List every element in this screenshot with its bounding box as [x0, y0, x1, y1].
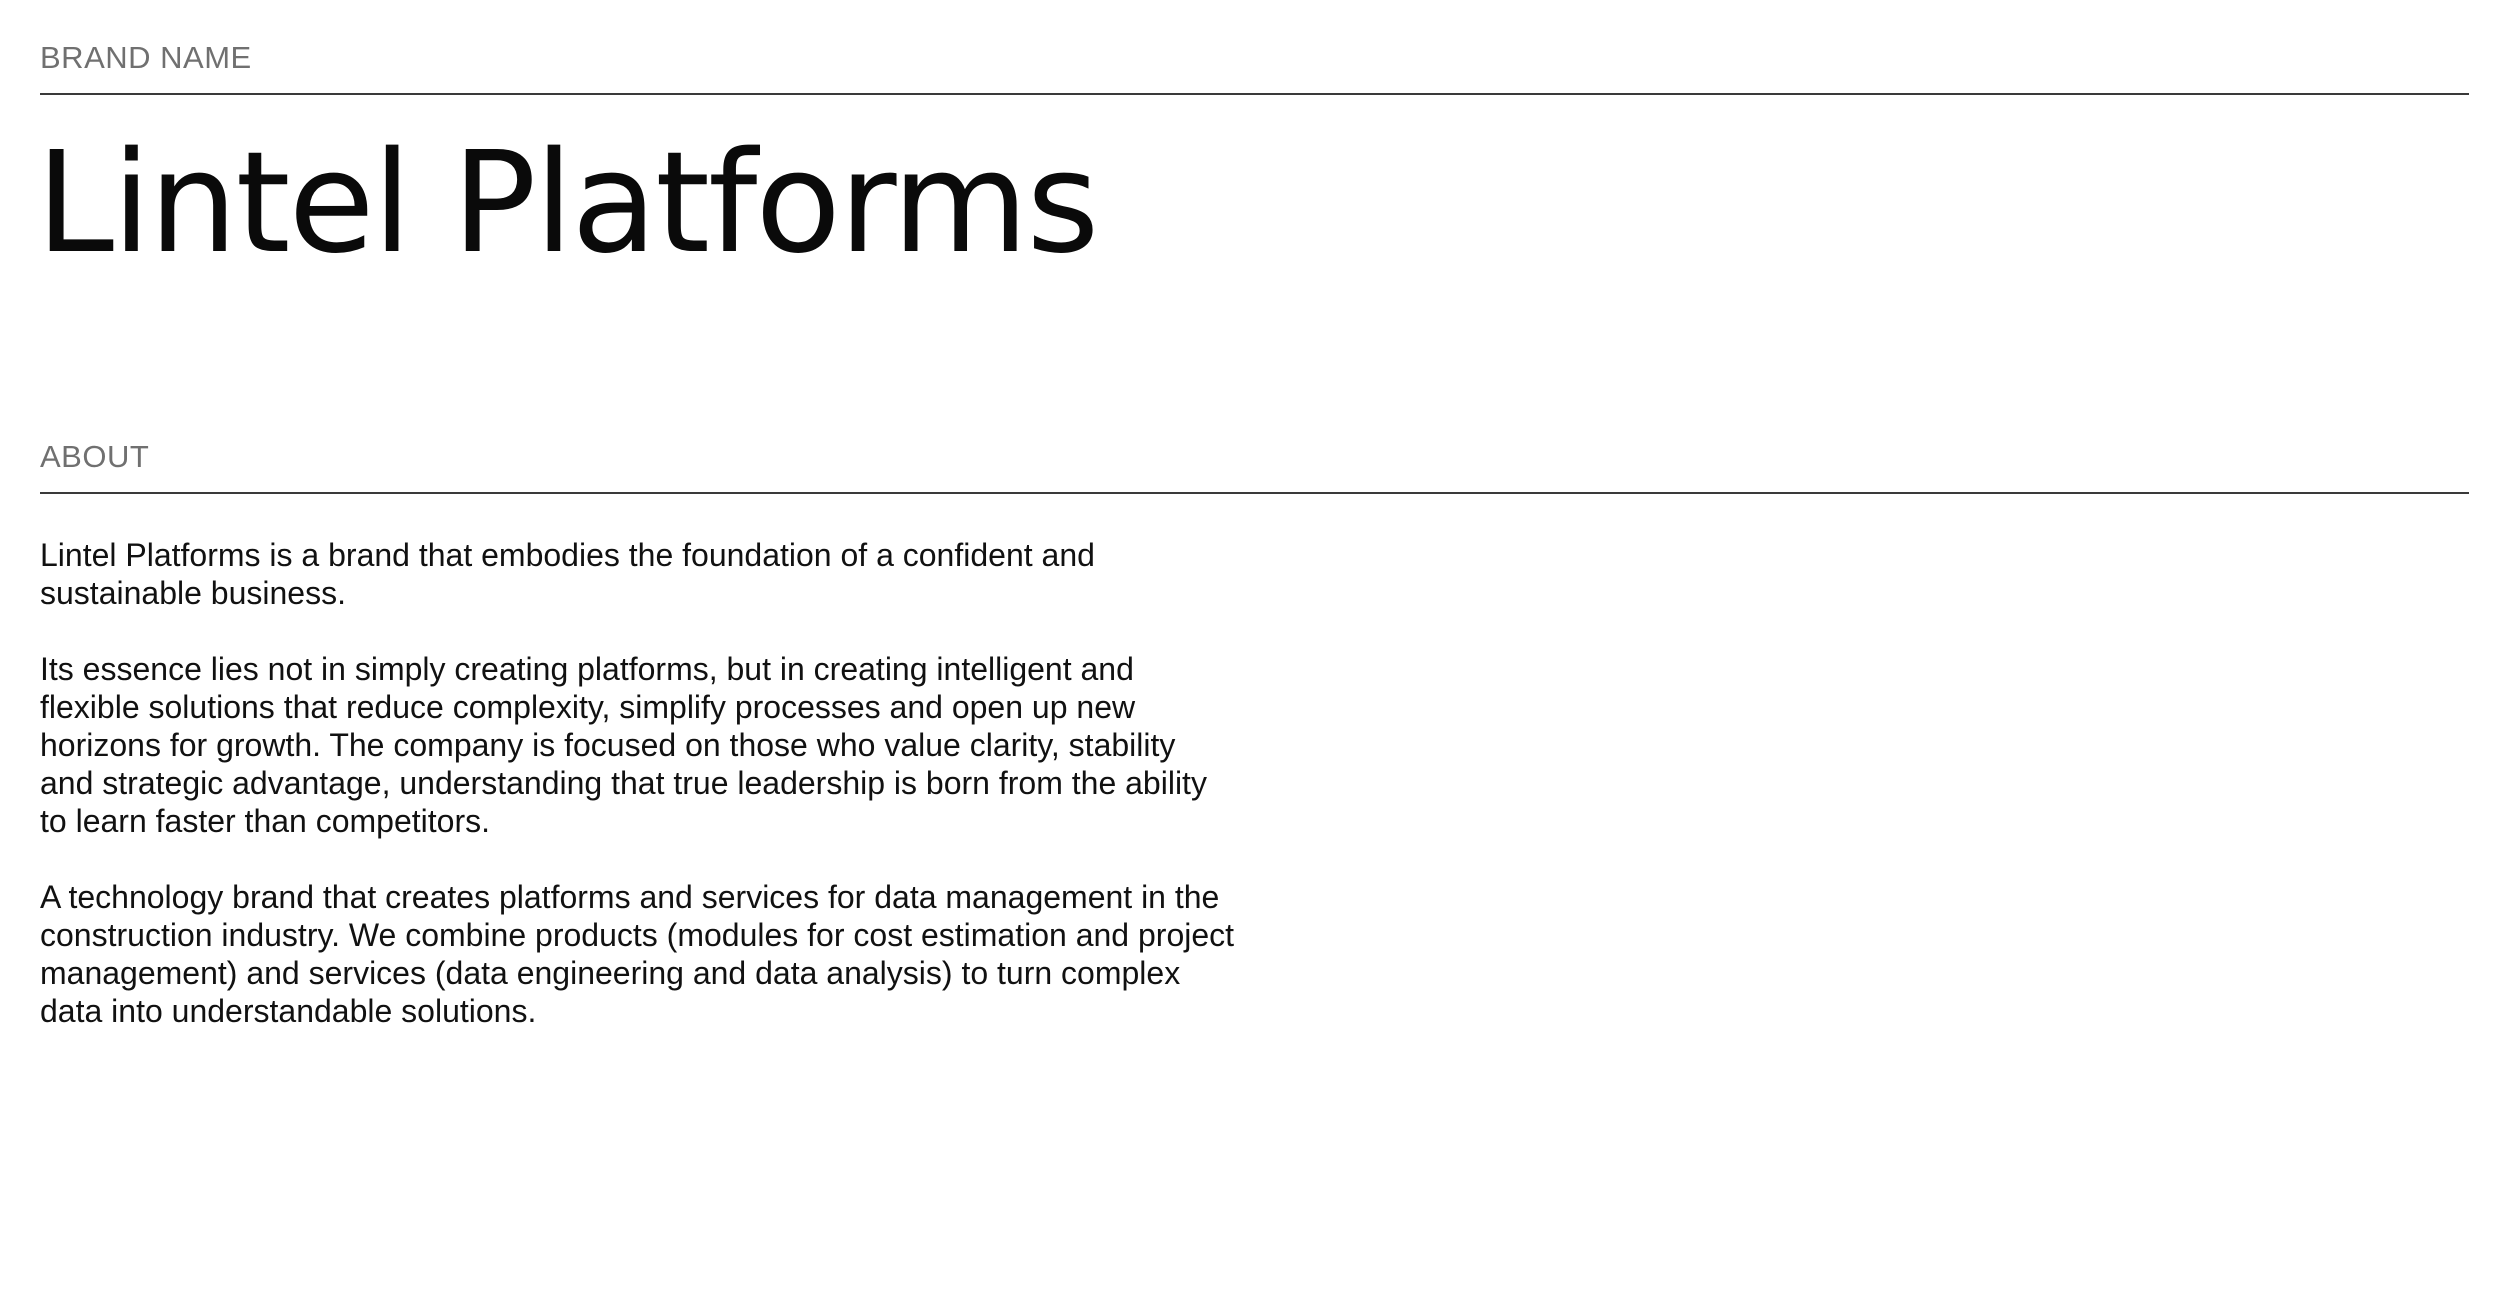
about-divider [40, 492, 2469, 494]
about-label: ABOUT [40, 439, 150, 474]
brand-title: Lintel Platforms [36, 122, 1098, 285]
about-paragraph: Its essence lies not in simply creating platforms, but in creating intelligent and flexible solutions that reduce complexity, simplify processes and open up new horizons for growth. The company is focused on those who value clarity, stability and strategic advantage, understanding that true leadership is born from the ability to learn faster than competitors. [40, 651, 1207, 839]
about-paragraph: Lintel Platforms is a brand that embodies the foundation of a confident and sustainable business. [40, 537, 1095, 611]
about-body [40, 536, 1235, 1068]
brand-divider [40, 93, 2469, 95]
brand-name-label: BRAND NAME [40, 40, 252, 75]
about-paragraph: A technology brand that creates platforms and services for data management in the construction industry. We combine products (modules for cost estimation and project management) and services (data engineering and data analysis) to turn complex data into understandable solutions. [40, 879, 1235, 1029]
